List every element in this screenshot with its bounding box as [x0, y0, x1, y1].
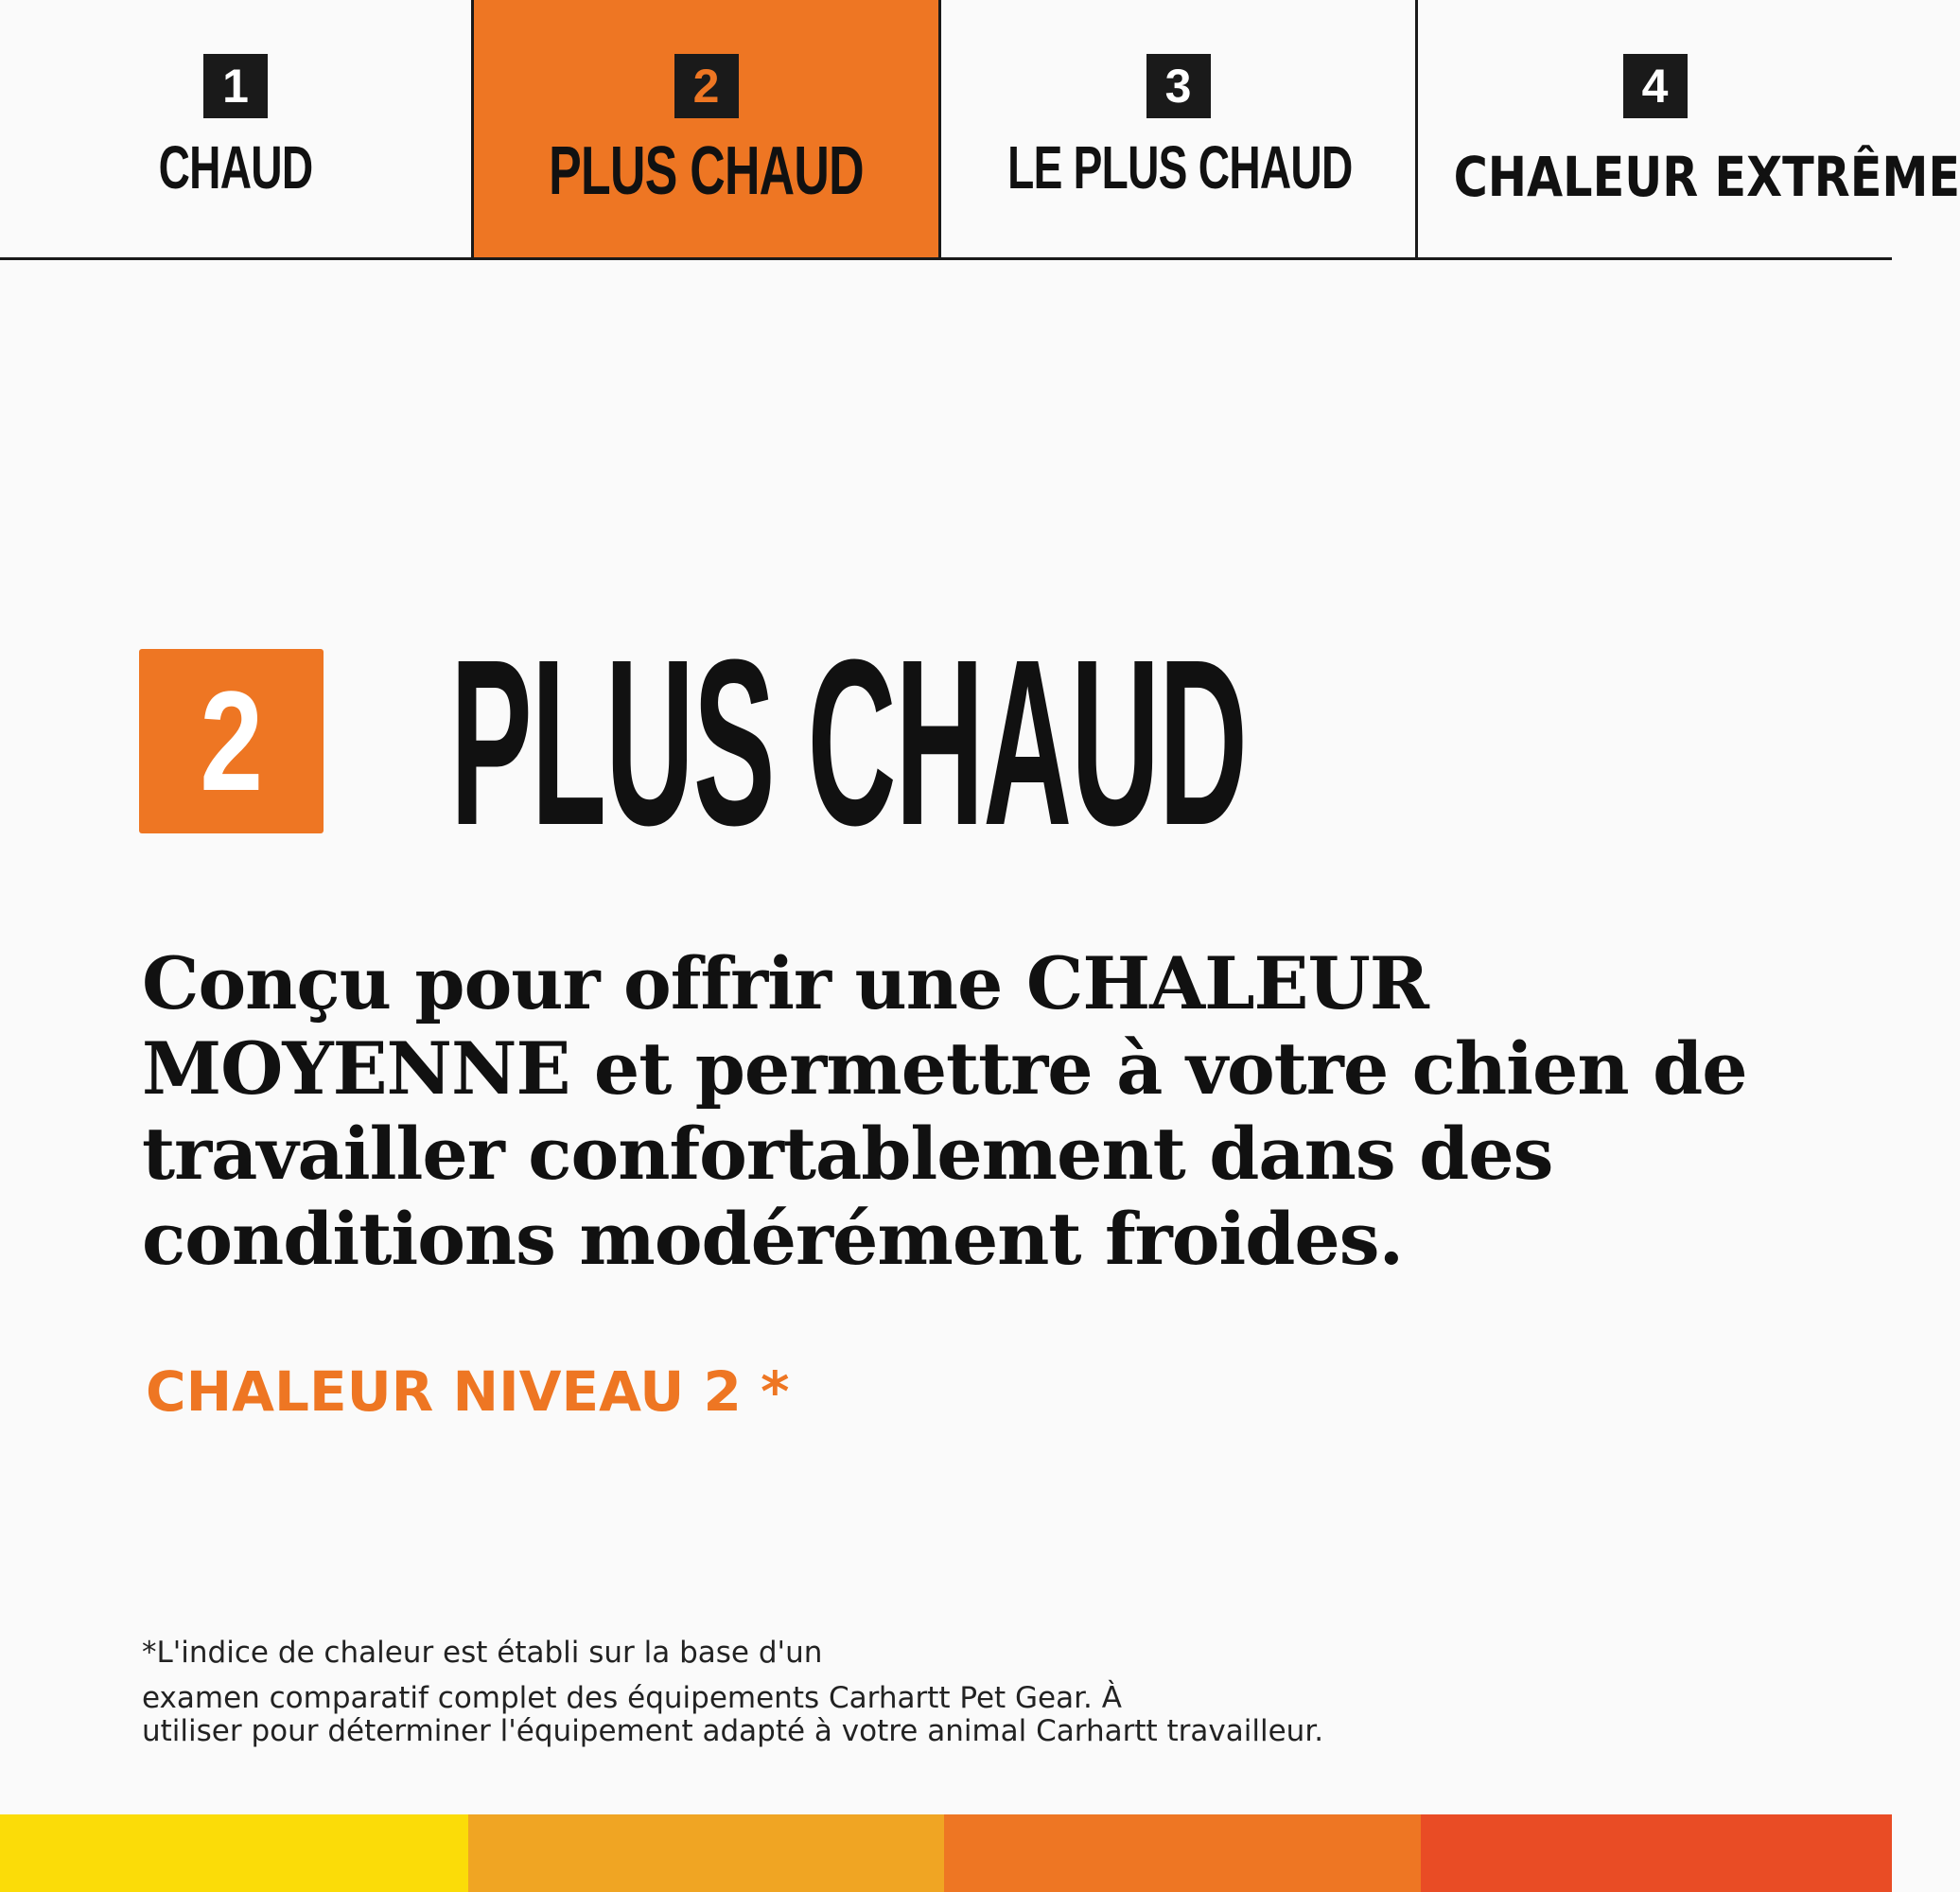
heat-bar-segment-4 — [1421, 1814, 1892, 1892]
tab-number-badge: 1 — [203, 54, 268, 118]
level-number-badge — [139, 649, 324, 833]
tab-label: CHAUD — [158, 133, 313, 201]
product-description: Conçu pour offrir une CHALEUR MOYENNE et permettre à votre chien de travailler confortablement dans des conditions modérément froides. — [142, 941, 1747, 1281]
heat-level-tabs — [0, 0, 1960, 260]
heat-bar-segment-3 — [944, 1814, 1421, 1892]
footnote-line-1: *L'indice de chaleur est établi sur la base d'un — [142, 1636, 823, 1670]
footnote-line-2: examen comparatif complet des équipements Carhartt Pet Gear. À — [142, 1681, 1122, 1715]
heat-level-label: CHALEUR NIVEAU 2 * — [146, 1359, 790, 1424]
footnote-line-3: utiliser pour déterminer l'équipement adapté à votre animal Carhartt travailleur. — [142, 1714, 1324, 1748]
heat-gradient-bar — [0, 1814, 1892, 1892]
tab-number-badge: 4 — [1623, 54, 1688, 118]
tab-label: PLUS CHAUD — [549, 133, 864, 209]
tab-level-3[interactable] — [938, 0, 1415, 257]
level-number: 2 — [200, 661, 263, 820]
page-title: PLUS CHAUD — [450, 610, 1247, 874]
tab-level-2[interactable] — [471, 0, 938, 257]
tab-number-badge: 3 — [1146, 54, 1211, 118]
heat-bar-segment-1 — [0, 1814, 468, 1892]
tab-level-1[interactable] — [0, 0, 471, 257]
tab-label: LE PLUS CHAUD — [1007, 133, 1353, 201]
tab-number-badge: 2 — [674, 54, 739, 118]
tab-label: CHALEUR EXTRÊME — [1453, 145, 1960, 209]
tab-level-4[interactable] — [1415, 0, 1960, 257]
heat-bar-segment-2 — [468, 1814, 944, 1892]
